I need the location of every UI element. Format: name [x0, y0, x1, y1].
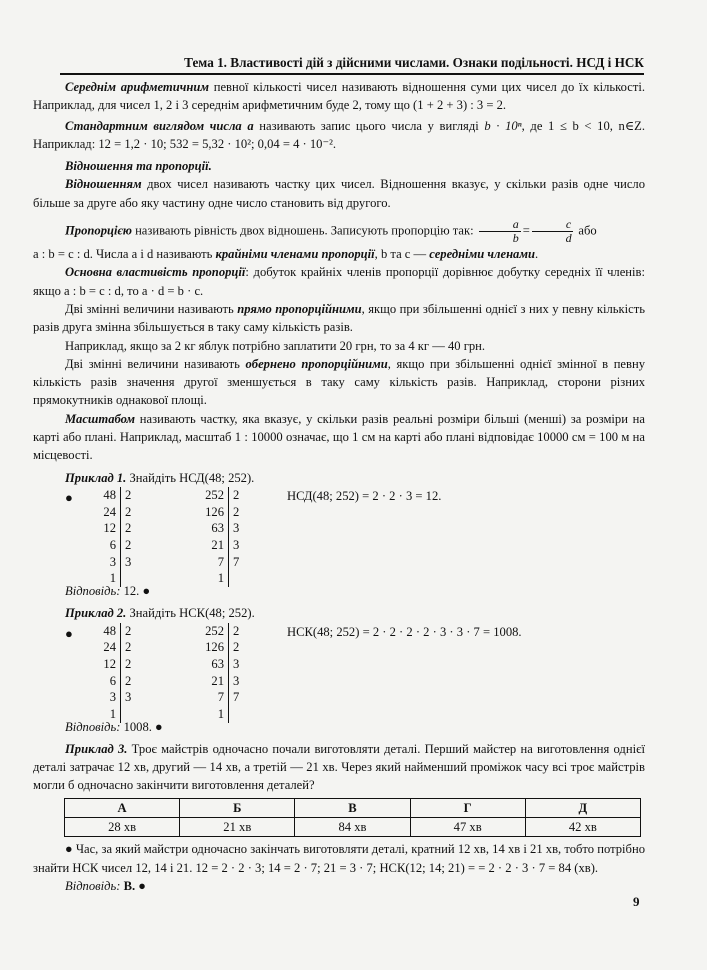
- factor-row: [95, 537, 148, 554]
- factor-number: 21: [193, 537, 229, 554]
- standard-form-examples: , де 1 ≤ b < 10, n∈Z. Наприклад: 12 = 1,2 · 10; 532 = 5,32 · 10²; 0,04 = 4 · 10⁻².: [33, 118, 645, 151]
- ratio-term: Відношенням: [65, 177, 142, 192]
- factor-divisor: 2: [125, 521, 132, 536]
- example1-heading: [33, 469, 645, 487]
- direct-text: , якщо при збільшенні однієї з них у певну кількість разів друга змінна збільшується в таку саму кількість разів.: [33, 301, 645, 335]
- answer-options-table: [64, 798, 641, 838]
- main-property-text: : добуток крайніх членів пропорції дорівнює добутку середніх її членів: якщо a : b = c : d, то a · d = b · c.: [33, 265, 645, 298]
- factor-row: [193, 706, 256, 723]
- factor-row: [193, 689, 256, 706]
- bullet-icon: ●: [65, 625, 73, 641]
- standard-form-text: називають запис цього числа у вигляді: [253, 118, 485, 133]
- option-value: 28 хв: [65, 818, 180, 837]
- fraction-numerator: c: [532, 218, 573, 232]
- factor-number: 48: [95, 487, 121, 504]
- factor-divisor: 2: [233, 504, 240, 519]
- option-value: 84 хв: [295, 818, 410, 837]
- example1-factorization: [33, 487, 645, 586]
- factor-row: [95, 487, 148, 504]
- proportion-line-text: a : b = c : d. Числа a і d називають: [33, 247, 216, 262]
- ratio-text: двох чисел називають частку цих чисел. Відношення вказує, у скільки разів одне число більше за друге або яку частину одне число становить від другого.: [33, 177, 645, 210]
- middle-members-term: середніми членами: [429, 247, 535, 262]
- factor-number: 12: [95, 520, 121, 537]
- factor-divisor: 2: [233, 487, 240, 502]
- option-letter: Д: [525, 798, 640, 817]
- factor-row: [193, 639, 256, 656]
- factor-number: 48: [95, 623, 121, 640]
- factor-divisor: [229, 706, 257, 723]
- direct-example: Наприклад, якщо за 2 кг яблук потрібно заплатити 20 грн, то за 4 кг — 40 грн.: [65, 338, 486, 353]
- inverse-text: , якщо при збільшенні однієї змінної в певну кількість разів значення другої зменшується в таку саму кількість разів. Наприклад, сторони різних прямокутників однакової площі.: [33, 356, 646, 408]
- factor-row: [95, 673, 148, 690]
- fraction-a-b: [479, 218, 521, 245]
- factor-table-48: [95, 487, 148, 587]
- example2-result: НСК(48; 252) = 2 · 2 · 2 · 2 · 3 · 3 · 7 = 1008.: [287, 624, 522, 639]
- factor-divisor: 3: [125, 554, 132, 569]
- factor-row: [95, 570, 148, 587]
- inverse-term: обернено пропорційними: [245, 356, 388, 371]
- fraction-c-d: [532, 218, 573, 245]
- standard-form-definition: [33, 117, 645, 154]
- option-value: 21 хв: [180, 818, 295, 837]
- factor-number: 12: [95, 656, 121, 673]
- factor-divisor: 2: [125, 487, 132, 502]
- factor-row: [193, 570, 256, 587]
- bullet-icon: ●: [65, 489, 73, 505]
- factor-number: 6: [95, 673, 121, 690]
- answer-value: В. ●: [120, 878, 146, 893]
- extreme-members-term: крайніми членами пропорції: [215, 247, 375, 262]
- factor-divisor: 2: [125, 538, 132, 553]
- factor-table-252: [193, 487, 256, 587]
- main-property-term: Основна властивість пропорції: [65, 265, 246, 280]
- factor-divisor: 3: [233, 521, 240, 536]
- factor-divisor: 3: [125, 690, 132, 705]
- standard-form-formula: b · 10ⁿ: [484, 118, 522, 133]
- example3-label: Приклад 3.: [65, 741, 128, 756]
- factor-row: [193, 656, 256, 673]
- factor-divisor: 3: [233, 673, 240, 688]
- option-letter: Б: [180, 798, 295, 817]
- factor-divisor: 2: [233, 640, 240, 655]
- factor-number: 1: [193, 570, 229, 587]
- factor-divisor: 7: [233, 554, 240, 569]
- factor-divisor: [121, 570, 149, 587]
- option-value: 42 хв: [525, 818, 640, 837]
- direct-proportional: [33, 300, 645, 337]
- factor-number: 24: [95, 639, 121, 656]
- factor-row: [95, 656, 148, 673]
- answer-label: Відповідь:: [65, 719, 121, 734]
- fraction-numerator: a: [479, 218, 521, 232]
- page-number: 9: [633, 894, 640, 909]
- example3-task: [33, 740, 645, 795]
- inverse-proportional: [33, 355, 645, 410]
- option-letter: В: [295, 798, 410, 817]
- factor-number: 126: [193, 504, 229, 521]
- option-letter: А: [65, 798, 180, 817]
- factor-divisor: 2: [125, 656, 132, 671]
- factor-divisor: 2: [233, 623, 240, 638]
- factor-number: 126: [193, 639, 229, 656]
- factor-row: [193, 487, 256, 504]
- example1-result: НСД(48; 252) = 2 · 2 · 3 = 12.: [287, 488, 442, 503]
- example3-answer: [33, 877, 645, 895]
- factor-number: 1: [95, 570, 121, 587]
- factor-number: 7: [193, 554, 229, 571]
- proportion-line-text: , b та c —: [374, 247, 430, 262]
- factor-row: [95, 520, 148, 537]
- factor-divisor: 3: [233, 656, 240, 671]
- factor-row: [95, 623, 148, 640]
- factor-row: [95, 706, 148, 723]
- factor-number: 3: [95, 689, 121, 706]
- direct-text: Дві змінні величини називають: [65, 301, 238, 316]
- section-ratio-title: Відношення та пропорції.: [65, 159, 212, 174]
- example1-task: Знайдіть НСД(48; 252).: [126, 470, 255, 485]
- factor-number: 24: [95, 504, 121, 521]
- factor-divisor: 2: [125, 623, 132, 638]
- answer-label: Відповідь:: [65, 583, 121, 598]
- main-property: [33, 263, 645, 300]
- factor-row: [95, 689, 148, 706]
- factor-row: [95, 504, 148, 521]
- factor-row: [193, 520, 256, 537]
- mean-text: певної кількості чисел називають відношення суми цих чисел до їх кількості. Наприклад, для чисел 1, 2 і 3 середнім арифметичним буде 2, тому що (1 + 2 + 3) : 3 = 2.: [33, 80, 645, 113]
- mean-term: Середнім арифметичним: [65, 80, 209, 94]
- factor-row: [193, 504, 256, 521]
- factor-divisor: 2: [125, 673, 132, 688]
- fraction-denominator: d: [565, 231, 572, 246]
- factor-divisor: [229, 570, 257, 587]
- standard-form-term: Стандартним виглядом числа a: [65, 118, 254, 133]
- factor-divisor: 3: [233, 538, 240, 553]
- ratio-definition: [33, 175, 645, 212]
- example2-label: Приклад 2.: [65, 606, 127, 621]
- proportion-term: Пропорцією: [65, 223, 132, 238]
- example3-text: Троє майстрів одночасно почали виготовляти деталі. Перший майстер на виготовлення однієї деталі затрачає 12 хв, другий — 14 хв, а третій — 21 хв. Через який найменший проміжок часу всі троє майстрів могли б одночасно закінчити виготовлення деталей?: [33, 741, 645, 793]
- factor-number: 3: [95, 554, 121, 571]
- inverse-text: Дві змінні величини називають: [65, 356, 246, 371]
- factor-row: [95, 554, 148, 571]
- example1-label: Приклад 1.: [65, 470, 127, 485]
- factor-divisor: 2: [125, 504, 132, 519]
- proportion-members: [33, 245, 645, 263]
- answer-value: 1008. ●: [120, 719, 163, 734]
- factor-table-48: [95, 623, 148, 723]
- fraction-denominator: b: [512, 231, 519, 246]
- scale-definition: [33, 410, 645, 465]
- direct-term: прямо пропорційними: [237, 301, 362, 316]
- proportion-or: або: [575, 223, 597, 238]
- factor-number: 7: [193, 689, 229, 706]
- factor-row: [193, 673, 256, 690]
- option-letter: Г: [410, 798, 525, 817]
- proportion-line-text: .: [535, 247, 539, 262]
- factor-row: [95, 639, 148, 656]
- mean-definition: [33, 78, 645, 115]
- scale-text: називають частку, яка вказує, у скільки разів реальні розміри більші (менші) за розміри на карті або плані. Наприклад, масштаб 1 : 10000 означає, що 1 см на карті або плані відповідає 10000 см = 100 м на місцевості.: [33, 411, 645, 463]
- proportion-text: називають рівність двох відношень. Записують пропорцію так:: [131, 223, 477, 238]
- factor-number: 63: [193, 520, 229, 537]
- factor-row: [193, 537, 256, 554]
- factor-number: 6: [95, 537, 121, 554]
- proportion-definition: Пропорцією називають рівність двох відношень. Записують пропорцію так: $\frac{a}{b}$ = $\frac{c}{d}$ або: [65, 217, 597, 246]
- scale-term: Масштабом: [65, 411, 136, 426]
- factor-number: 1: [95, 706, 121, 723]
- factor-number: 63: [193, 656, 229, 673]
- example3-solution: ● Час, за який майстри одночасно закінчать виготовляти деталі, кратний 12 хв, 14 хв і 21 хв, тобто потрібно знайти НСК чисел 12, 14 і 21. 12 = 2 · 2 · 3; 14 = 2 · 7; 21 = 3 · 7; НСК(12; 14; 21) = = 2 · 2 · 3 · 7 = 84 (хв).: [33, 842, 645, 875]
- answer-value: 12. ●: [120, 583, 151, 598]
- page-header: Тема 1. Властивості дій з дійсними числами. Ознаки подільності. НСД і НСК: [60, 55, 644, 75]
- example2-heading: [33, 604, 645, 622]
- factor-number: 1: [193, 706, 229, 723]
- factor-number: 252: [193, 623, 229, 640]
- factor-row: [193, 623, 256, 640]
- factor-number: 252: [193, 487, 229, 504]
- example2-factorization: [33, 623, 645, 722]
- example2-task: Знайдіть НСК(48; 252).: [126, 606, 255, 621]
- factor-row: [193, 554, 256, 571]
- factor-divisor: 7: [233, 690, 240, 705]
- option-value: 47 хв: [410, 818, 525, 837]
- factor-divisor: [121, 706, 149, 723]
- factor-table-252: [193, 623, 256, 723]
- factor-divisor: 2: [125, 640, 132, 655]
- page-content: [33, 78, 645, 895]
- factor-number: 21: [193, 673, 229, 690]
- answer-label: Відповідь:: [65, 878, 121, 893]
